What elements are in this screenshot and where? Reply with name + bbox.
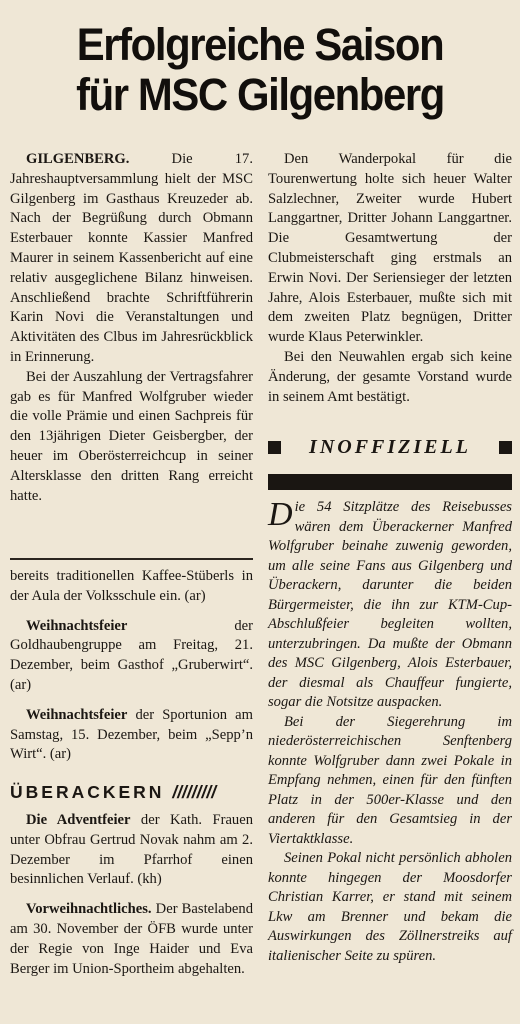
inoffiziell-paragraph-1-text: ie 54 Sitzplätze des Reisebusses wären dem Überackerner Manfred Wolfgruber beinahe zuwenig geworden, um alle seine Fans aus Gilgenberg und Überackern, darunter die beiden Bürgermeister, die ihn zur KTM-Cup-Abschlußfeier begleiten wollten, unterzubringen. Da mußte der Obmann des MSC Gilgenberg, Alois Esterbauer, der diesmal als Chauffeur fungierte, sogar die Notsitze auspacken.	[268, 499, 512, 710]
dateline: GILGENBERG.	[26, 151, 130, 167]
note-vorweihnachtliches-text: Der Bastelabend am 30. November der ÖFB wurde unter der Regie von Inge Haider und Eva Berger im Union-Sportheim abgehalten.	[10, 901, 253, 977]
note-adventfeier	[10, 811, 253, 890]
headline-line-2: für MSC Gilgenberg	[76, 69, 444, 120]
square-bullet-right	[499, 441, 512, 454]
article-column-right	[268, 150, 512, 407]
article-paragraph-3: Den Wanderpokal für die Tourenwertung holte sich heuer Walter Salzlechner, Zweiter wurde Hubert Langgartner, Dritter Johann Langgartner. Die Gesamtwertung der Clubmeisterschaft ging erstmals an Erwin Novi. Der Seriensieger der letzten Jahre, Alois Esterbauer, mußte sich mit dem zweiten Platz begnügen, Dritter wurde Klaus Peterwinkler.	[268, 151, 512, 346]
rubric-slashes: /////////	[172, 782, 217, 803]
note-goldhauben	[10, 617, 253, 696]
inoffiziell-title: INOFFIZIELL	[309, 436, 471, 458]
headline-line-1: Erfolgreiche Saison	[76, 19, 444, 70]
square-bullet-left	[268, 441, 281, 454]
note-goldhauben-lead: Weihnachtsfeier	[26, 617, 128, 634]
note-sportunion-lead: Weihnachtsfeier	[26, 706, 128, 723]
drop-cap: D	[268, 496, 293, 533]
inoffiziell-paragraph-3: Seinen Pokal nicht persönlich abholen konnte hingegen der Moosdorfer Christian Karrer, er stand mit seinem Lkw am Brenner und bekam die Auswirkungen des Zöllnerstreiks auf italienischer Seite zu spüren.	[268, 850, 512, 964]
note-vorweihnachtliches	[10, 900, 253, 979]
inoffiziell-bar	[268, 474, 512, 490]
article-paragraph-4: Bei den Neuwahlen ergab sich keine Änderung, der gesamte Vorstand wurde in seinem Amt bestätigt.	[268, 348, 512, 405]
note-goldhauben-text: der Goldhaubengruppe am Freitag, 21. Dezember, beim Gasthof „Gruberwirt“. (ar)	[10, 617, 253, 693]
inoffiziell-paragraph-1	[268, 498, 512, 713]
note-adventfeier-text: der Kath. Frauen unter Obfrau Gertrud Novak nahm am 2. Dezember im Pfarrhof einen besinnlichen Verlauf. (kh)	[10, 811, 253, 888]
note-continuation: bereits traditionellen Kaffee-Stüberls in der Aula der Volksschule ein. (ar)	[10, 568, 253, 604]
section-rubric-ueberackern	[10, 783, 253, 803]
article-column-left	[10, 150, 253, 506]
note-sportunion	[10, 706, 253, 765]
article-paragraph-2: Bei der Auszahlung der Vertragsfahrer gab es für Manfred Wolfgruber wieder die volle Prämie und einen Sachpreis für den 13jährigen Dieter Geisbergber, der heuer im Oberösterreichcup in seiner Altersklasse den dritten Rang erreicht hatte.	[10, 368, 253, 504]
column-divider	[10, 558, 253, 560]
note-sportunion-text: der Sportunion am Samstag, 15. Dezember, beim „Sepp’n Wirt“. (ar)	[10, 706, 253, 763]
inoffiziell-header	[268, 436, 512, 459]
article-paragraph-1	[10, 150, 253, 368]
note-adventfeier-lead: Die Adventfeier	[26, 811, 131, 828]
rubric-title: ÜBERACKERN	[10, 782, 165, 803]
note-vorweihnachtliches-lead: Vorweihnachtliches.	[26, 901, 152, 918]
inoffiziell-paragraph-2: Bei der Siegerehrung im niederösterreichischen Senftenberg konnte Wolfgruber dann zwei Pokale in Empfang nehmen, einen für den fünften Platz in der 500er-Klasse und den anderen für den Gesamtsieg in der Viertaktklasse.	[268, 713, 512, 847]
inoffiziell-column	[268, 498, 512, 966]
headline	[0, 20, 520, 120]
local-notes-column	[10, 567, 253, 989]
article-paragraph-1-text: Die 17. Jahreshauptversammlung hielt der MSC Gilgenberg im Gasthaus Kreuzeder ab. Nach der Begrüßung durch Obmann Esterbauer konnte Kassier Manfred Maurer in seinem Kassenbericht auf eine relativ ausgeglichene Bilanz hinweisen. Anschließend brachte Schriftführerin Karin Novi die Veranstaltungen und Aktivitäten des Clbus im Jahresrückblick in Erinnerung.	[10, 151, 253, 365]
